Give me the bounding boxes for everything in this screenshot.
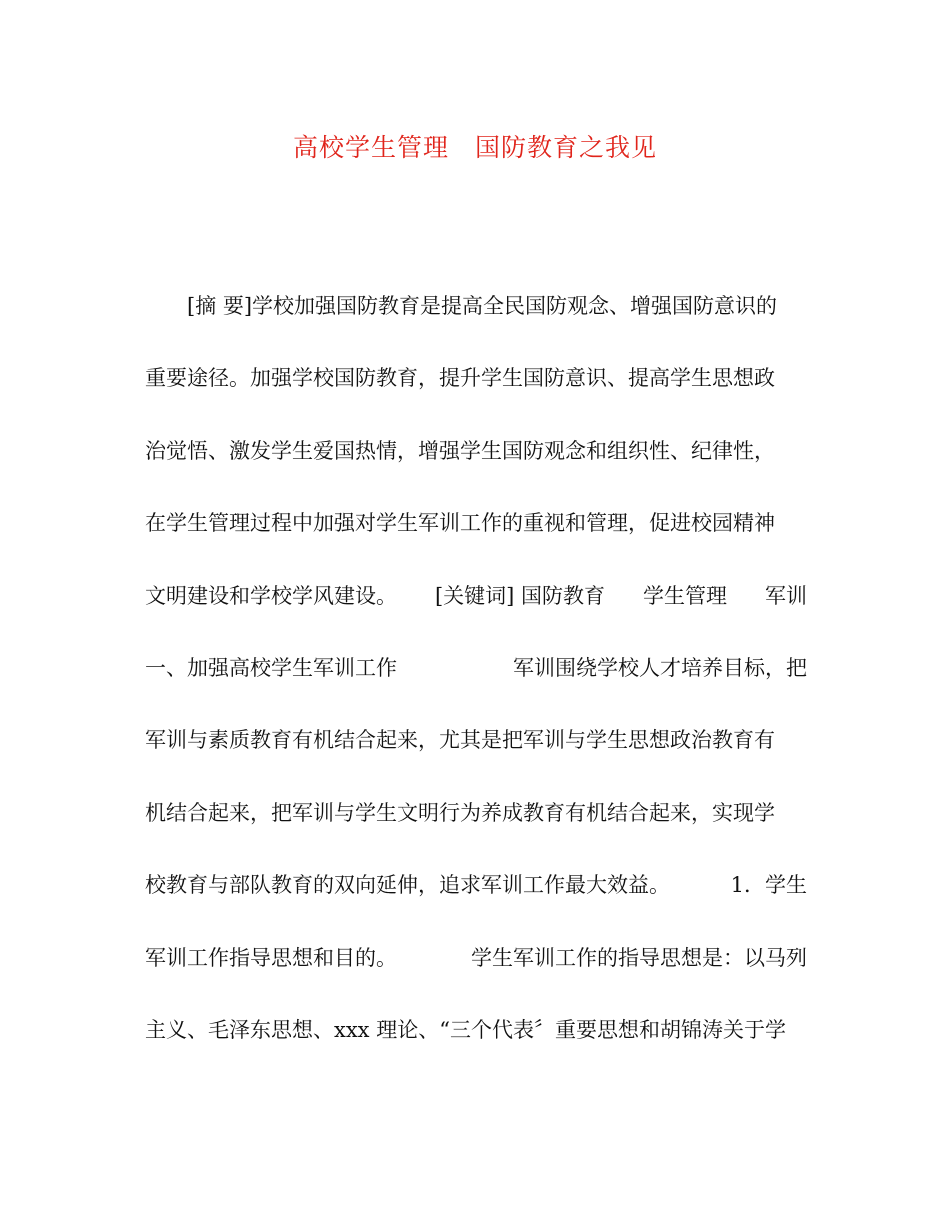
body-line (145, 1012, 807, 1084)
body-line (145, 940, 807, 1012)
subsection-heading: 1．学生 (730, 873, 807, 898)
text-segment: 主义、毛泽东思想、xxx 理论、“三个代表〞重要思想和胡锦涛关于学 (145, 1017, 786, 1042)
body-line (145, 360, 807, 432)
keyword: 军训 (764, 583, 807, 608)
text-segment: 军训与素质教育有机结合起来，尤其是把军训与学生思想政治教育有 (145, 728, 775, 753)
body-line (145, 288, 807, 360)
text-segment: 军训围绕学校人才培养目标，把 (513, 655, 807, 680)
keywords-label: [关键词] 国防教育 (434, 583, 606, 608)
subsection-heading: 军训工作指导思想和目的。 (145, 945, 397, 970)
document-body (145, 288, 807, 1084)
text-segment: 校教育与部队教育的双向延伸，追求军训工作最大效益。 (145, 873, 670, 898)
text-segment: 在学生管理过程中加强对学生军训工作的重视和管理，促进校园精神 (145, 511, 775, 536)
text-segment: 治觉悟、激发学生爱国热情，增强学生国防观念和组织性、纪律性， (145, 438, 775, 463)
body-line (145, 578, 807, 650)
keyword: 学生管理 (643, 583, 727, 608)
body-line (145, 722, 807, 794)
document-title: 高校学生管理 国防教育之我见 (292, 133, 657, 162)
body-line (145, 650, 807, 722)
body-line (145, 433, 807, 505)
text-segment: 重要途径。加强学校国防教育，提升学生国防意识、提高学生思想政 (145, 366, 775, 391)
section-heading: 一、加强高校学生军训工作 (145, 655, 397, 680)
text-segment: [摘 要]学校加强国防教育是提高全民国防观念、增强国防意识的 (187, 294, 778, 318)
body-line (145, 867, 807, 939)
body-line (145, 505, 807, 577)
text-segment: 文明建设和学校学风建设。 (145, 583, 397, 608)
body-line (145, 795, 807, 867)
text-segment: 学生军训工作的指导思想是：以马列 (471, 945, 807, 970)
text-segment: 机结合起来，把军训与学生文明行为养成教育有机结合起来，实现学 (145, 800, 775, 825)
